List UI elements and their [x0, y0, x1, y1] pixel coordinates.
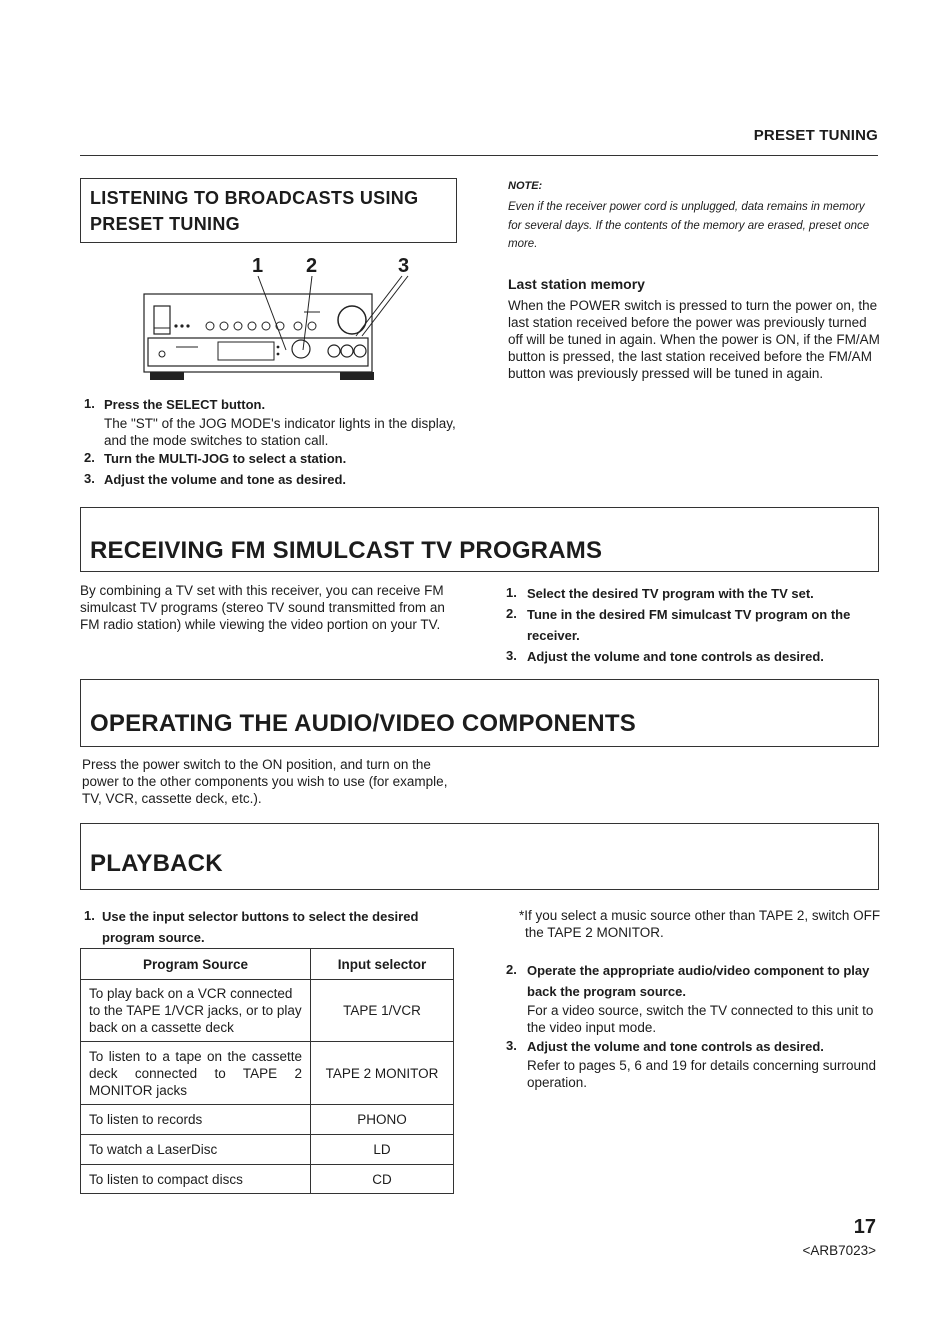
step-instruction: Tune in the desired FM simulcast TV program on the receiver. [527, 607, 851, 643]
table-row [81, 1165, 454, 1194]
table-row [81, 980, 454, 1042]
step-number: 2. [84, 450, 95, 465]
preset-heading-box [80, 178, 457, 243]
step-instruction: Turn the MULTI-JOG to select a station. [104, 451, 347, 466]
step-description: For a video source, switch the TV connected to this unit to the video input mode. [527, 1003, 874, 1035]
table-cell: CD [311, 1165, 454, 1194]
step-instruction: Adjust the volume and tone controls as desired. [527, 649, 824, 664]
table-header: Program Source [81, 949, 311, 980]
preset-heading-line2: PRESET TUNING [90, 214, 240, 234]
step-number: 3. [506, 648, 517, 663]
note-text: Even if the receiver power cord is unplugged, data remains in memory for several days. If the contents of the memory are erased, preset once more. [508, 201, 870, 250]
section-title: PRESET TUNING [753, 127, 878, 144]
callout-1: 1 [252, 255, 264, 277]
step-description: The "ST" of the JOG MODE's indicator lights in the display, and the mode switches to station call. [104, 416, 456, 448]
preset-heading-line1: LISTENING TO BROADCASTS USING [90, 188, 419, 208]
step-number: 2. [506, 962, 517, 977]
simulcast-heading: RECEIVING FM SIMULCAST TV PROGRAMS [90, 537, 603, 564]
note-label: NOTE: [508, 180, 543, 192]
program-source-table [80, 948, 454, 1194]
document-code: <ARB7023> [802, 1243, 876, 1258]
table-header: Input selector [311, 949, 454, 980]
table-cell: TAPE 2 MONITOR [311, 1042, 454, 1105]
playback-heading-box [80, 823, 879, 890]
header-rule [80, 155, 878, 156]
step-number: 1. [506, 585, 517, 600]
av-text: Press the power switch to the ON position, and turn on the power to the other components you wish to use (for example, TV, VCR, cassette deck, etc.). [82, 757, 448, 806]
preset-heading [90, 185, 418, 237]
table-cell: To watch a LaserDisc [81, 1135, 311, 1165]
simulcast-intro: By combining a TV set with this receiver, you can receive FM simulcast TV programs (stereo TV sound transmitted from an FM radio station) while viewing the video portion on your TV. [80, 583, 445, 632]
callout-3: 3 [398, 255, 410, 277]
playback-heading: PLAYBACK [90, 850, 223, 877]
table-cell: LD [311, 1135, 454, 1165]
step-number: 1. [84, 908, 95, 923]
step-instruction: Adjust the volume and tone controls as desired. [527, 1039, 824, 1054]
table-cell: To listen to a tape on the cassette deck connected to TAPE 2 MONITOR jacks [81, 1042, 311, 1105]
av-heading: OPERATING THE AUDIO/VIDEO COMPONENTS [90, 710, 636, 737]
table-row [81, 1105, 454, 1135]
step-instruction: Select the desired TV program with the TV set. [527, 586, 814, 601]
last-station-text: When the POWER switch is pressed to turn the power on, the last station received before the power was previously turned off will be tuned in again. When the power is ON, if the FM/AM button is pressed, the last station received before the FM/AM button was previously pressed will be tuned in again. [508, 298, 880, 381]
receiver-illustration [140, 250, 440, 385]
step-instruction: Operate the appropriate audio/video component to play back the program source. [527, 963, 870, 999]
step-number: 3. [506, 1038, 517, 1053]
table-cell: To listen to records [81, 1105, 311, 1135]
step-instruction: Press the SELECT button. [104, 397, 266, 412]
table-cell: To listen to compact discs [81, 1165, 311, 1194]
table-cell: TAPE 1/VCR [311, 980, 454, 1042]
step-number: 3. [84, 471, 95, 486]
table-cell: PHONO [311, 1105, 454, 1135]
playback-footnote: *If you select a music source other than TAPE 2, switch OFF the TAPE 2 MONITOR. [519, 908, 881, 940]
step-instruction: Use the input selector buttons to select the desired program source. [102, 909, 419, 945]
step-number: 2. [506, 606, 517, 621]
table-row [81, 1135, 454, 1165]
step-description: Refer to pages 5, 6 and 19 for details concerning surround operation. [527, 1058, 876, 1090]
step-instruction: Adjust the volume and tone as desired. [104, 472, 346, 487]
table-header-row [81, 949, 454, 980]
simulcast-heading-box [80, 507, 879, 572]
av-heading-box [80, 679, 879, 747]
table-cell: To play back on a VCR connected to the TAPE 1/VCR jacks, or to play back on a cassette deck [81, 980, 311, 1042]
page-number: 17 [853, 1216, 876, 1238]
last-station-title: Last station memory [508, 276, 645, 292]
step-number: 1. [84, 396, 95, 411]
table-row [81, 1042, 454, 1105]
callout-2: 2 [306, 255, 318, 277]
